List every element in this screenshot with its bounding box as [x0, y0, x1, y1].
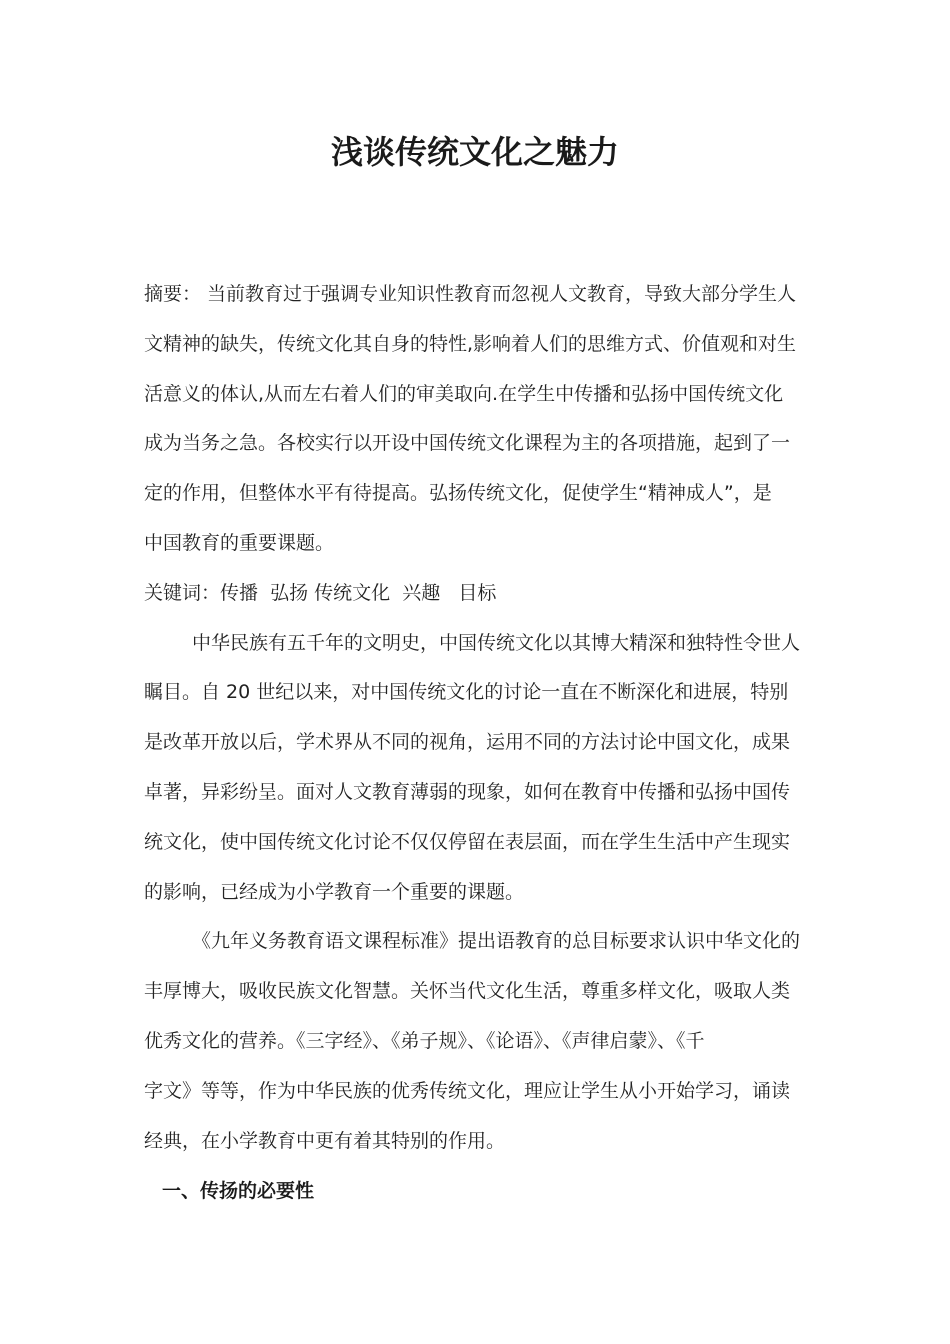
paragraph-line: 是改革开放以后，学术界从不同的视角，运用不同的方法讨论中国文化，成果 — [144, 731, 791, 754]
document-title: 浅谈传统文化之魅力 — [330, 133, 619, 171]
body-paragraph-2 — [144, 917, 808, 1166]
paragraph-line: 的影响，已经成为小学教育一个重要的课题。 — [144, 880, 525, 903]
body-paragraph-1 — [144, 619, 808, 918]
keywords-line: 关键词：传播 弘扬 传统文化 兴趣 目标 — [144, 581, 497, 604]
paragraph-line: 经典，在小学教育中更有着其特别的作用。 — [144, 1129, 506, 1152]
abstract-line: 摘要： 当前教育过于强调专业知识性教育而忽视人文教育，导致大部分学生人 — [144, 283, 797, 305]
abstract-line: 中国教育的重要课题。 — [144, 531, 335, 554]
section-heading: 一、传扬的必要性 — [162, 1180, 315, 1202]
paragraph-line: 丰厚博大，吸收民族文化智慧。关怀当代文化生活，尊重多样文化，吸取人类 — [144, 980, 791, 1003]
paragraph-line: 《九年义务教育语文课程标准》提出语教育的总目标要求认识中华文化的 — [192, 930, 801, 953]
paragraph-line: 瞩目。自 20 世纪以来，对中国传统文化的讨论一直在不断深化和进展，特别 — [144, 681, 789, 704]
paragraph-line: 统文化，使中国传统文化讨论不仅仅停留在表层面，而在学生生活中产生现实 — [144, 830, 791, 853]
abstract-line: 成为当务之急。各校实行以开设中国传统文化课程为主的各项措施，起到了一 — [144, 432, 791, 455]
paragraph-line: 卓著，异彩纷呈。面对人文教育薄弱的现象，如何在教育中传播和弘扬中国传 — [144, 780, 791, 803]
abstract-line: 活意义的体认,从而左右着人们的审美取向.在学生中传播和弘扬中国传统文化 — [144, 382, 784, 405]
paragraph-line: 字文》等等，作为中华民族的优秀传统文化，理应让学生从小开始学习，诵读 — [144, 1079, 791, 1102]
abstract-paragraph — [144, 270, 808, 569]
abstract-block — [144, 270, 808, 1166]
abstract-line: 文精神的缺失，传统文化其自身的特性,影响着人们的思维方式、价值观和对生 — [144, 332, 797, 355]
abstract-line: 定的作用，但整体水平有待提高。弘扬传统文化，促使学生“精神成人”，是 — [144, 482, 772, 505]
paragraph-line: 中华民族有五千年的文明史，中国传统文化以其博大精深和独特性令世人 — [192, 631, 801, 654]
paragraph-line: 优秀文化的营养。《三字经》、《弟子规》、《论语》、《声律启蒙》、《千 — [144, 1029, 705, 1052]
